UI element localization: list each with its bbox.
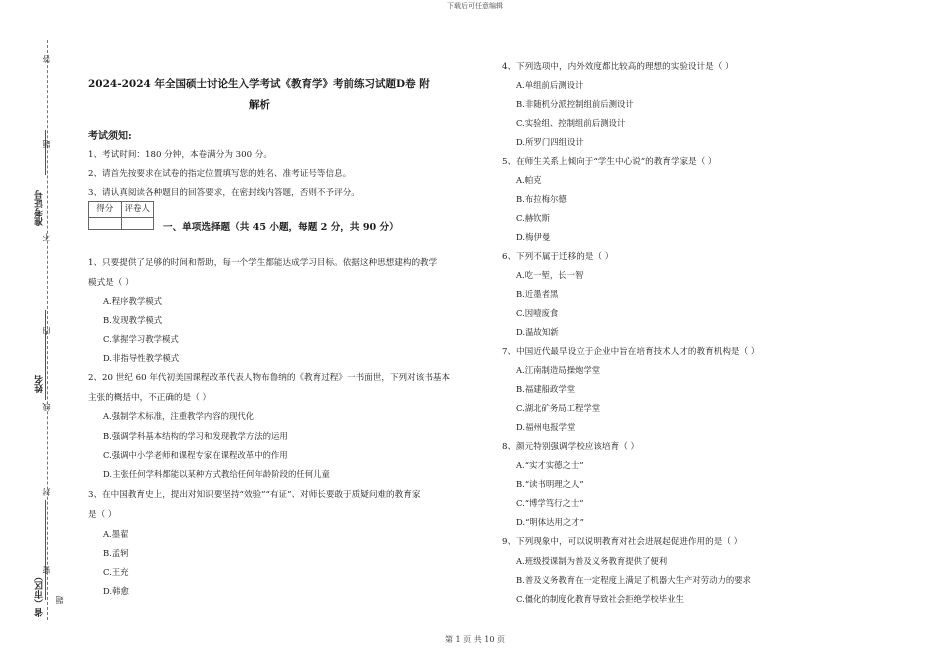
question-stem: 是（ ） (88, 510, 117, 520)
question-option: D.主张任何学科都能以某种方式教给任何年龄阶段的任何儿童 (103, 469, 330, 479)
question-option: B.发现教学模式 (103, 315, 163, 325)
question-option: A.帕克 (516, 175, 542, 185)
question-option: C.强调中小学老师和课程专家在课程改革中的作用 (103, 450, 288, 460)
top-note: 下载后可任意编辑 (447, 2, 503, 10)
binding-char-mi: 密 (42, 566, 51, 574)
page-footer: 第 1 页 共 10 页 (445, 635, 505, 644)
page-title: 2024-2024 年全国硕士讨论生入学考试《教育学》考前练习试题D卷 附 (88, 78, 430, 90)
question-option: B.孟轲 (103, 548, 129, 558)
question-option: A.江南制造局操炮学堂 (516, 365, 601, 375)
question-option: A.强制学术标准，注重教学内容的现代化 (103, 411, 255, 421)
binding-char-ti: 题 (42, 140, 51, 148)
question-option: B.强调学科基本结构的学习和发现教学方法的运用 (103, 431, 288, 441)
notice-item: 3、请认真阅读各种题目的回答要求，在密封线内答题，否则不予评分。 (88, 188, 360, 198)
question-option: A.墨翟 (103, 529, 129, 539)
question-option: C.实验组、控制组前后测设计 (516, 118, 626, 128)
notice-title: 考试须知: (88, 131, 132, 142)
binding-char-ti2: 题 (55, 596, 64, 604)
question-stem: 4、下列选项中，内外效度都比较高的理想的实验设计是（ ） (502, 62, 734, 72)
question-stem: 7、中国近代最早设立于企业中旨在培育技术人才的教育机构是（ ） (502, 347, 760, 357)
question-stem: 1、只要提供了足够的时间和帮助，每一个学生都能达成学习目标。依据这种思想建构的教学 (88, 258, 438, 268)
question-option: B.福建船政学堂 (516, 384, 576, 394)
question-option: B.“读书明理之人” (516, 479, 584, 489)
question-option: B.非随机分派控制组前后测设计 (516, 99, 634, 109)
question-option: C.王充 (103, 567, 129, 577)
question-stem: 8、颜元特别强调学校应该培育（ ） (502, 442, 640, 452)
question-option: D.温故知新 (516, 327, 559, 337)
question-option: C.僵化的制度化教育导致社会拒绝学校毕业生 (516, 594, 684, 604)
question-option: A.程序教学模式 (103, 296, 162, 306)
question-option: B.近墨者黑 (516, 289, 559, 299)
question-option: D.非指导性教学模式 (103, 353, 180, 363)
question-stem: 5、在师生关系上倾向于“学生中心说”的教育学家是（ ） (502, 157, 717, 167)
question-option: D.福州电报学堂 (516, 422, 576, 432)
admission-number-label: 准考证号 (35, 190, 45, 226)
notice-item: 2、请首先按要求在试卷的指定位置填写您的姓名、准考证号等信息。 (88, 169, 352, 179)
question-option: A.班级授课制为普及义务教育提供了便利 (516, 556, 668, 566)
notice-item: 1、考试时间：180 分钟，本卷满分为 300 分。 (88, 150, 272, 160)
score-label: 得分 (89, 202, 122, 217)
question-option: A.单组前后测设计 (516, 80, 584, 90)
binding-char-feng: 封 (42, 488, 51, 496)
question-option: C.“博学笃行之士” (516, 498, 584, 508)
question-option: A.吃一堑，长一智 (516, 270, 584, 280)
binding-char-xian: 线 (42, 403, 51, 411)
question-stem: 9、下列现象中，可以说明教育对社会进展起促进作用的是（ ） (502, 537, 743, 547)
binding-underline (45, 130, 46, 175)
question-stem: 主张的概括中，不正确的是（ ） (88, 393, 212, 403)
question-stem: 模式是（ ） (88, 278, 134, 288)
question-option: C.湖北矿务局工程学堂 (516, 403, 601, 413)
question-option: C.掌握学习教学模式 (103, 334, 179, 344)
page-title-line2: 解析 (249, 99, 270, 111)
grader-label: 评卷人 (124, 204, 150, 214)
province-label: 省（市区） (35, 572, 45, 617)
question-option: B.普及义务教育在一定程度上满足了机器大生产对劳动力的要求 (516, 575, 751, 585)
score-box-blank (88, 216, 154, 230)
question-option: C.因噎废食 (516, 308, 559, 318)
question-stem: 6、下列不属于迁移的是（ ） (502, 252, 614, 262)
question-option: C.赫钦斯 (516, 213, 550, 223)
binding-char-da: 答 (42, 55, 51, 63)
question-option: B.布拉梅尔德 (516, 194, 567, 204)
question-stem: 2、20 世纪 60 年代初美国课程改革代表人物布鲁纳的《教育过程》一书面世，下列对该书基本 (88, 373, 451, 383)
question-option: D.韩愈 (103, 586, 129, 596)
binding-char-bu: 不 (42, 233, 51, 241)
question-option: D.“明体达用之才” (516, 517, 584, 527)
section-title: 一、单项选择题（共 45 小题，每题 2 分，共 90 分） (163, 222, 399, 233)
question-option: A.“实才实德之士” (516, 460, 584, 470)
binding-char-nei: 内 (42, 327, 51, 335)
question-option: D.所罗门四组设计 (516, 137, 584, 147)
name-label: 姓名 (35, 375, 45, 393)
question-stem: 3、在中国教育史上，提出对知识要坚持“效验”“有证”、对师长要敢于质疑问难的教育家 (88, 490, 421, 500)
question-option: D.梅伊曼 (516, 232, 551, 242)
